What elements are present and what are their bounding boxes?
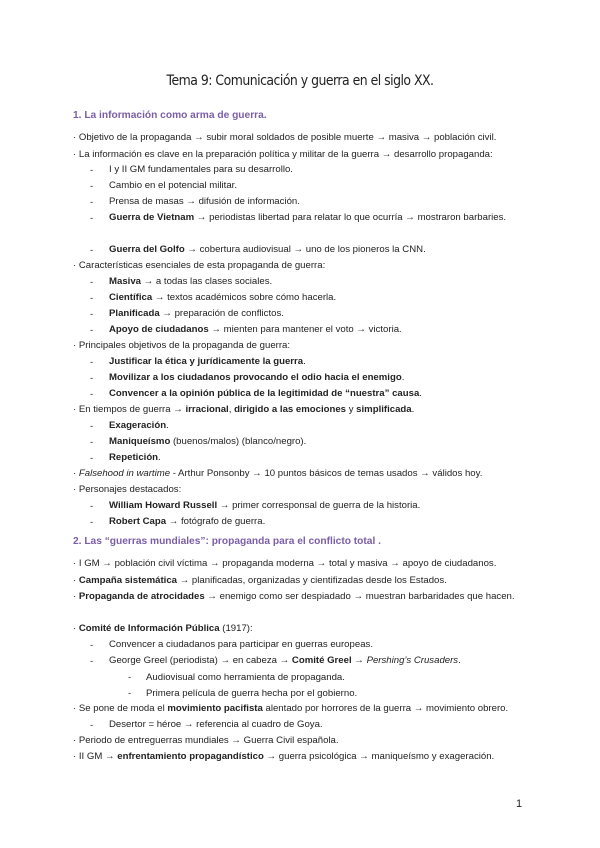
s2-line-5 [73,703,528,715]
text: (1917): [219,623,253,634]
bold-text: Científica [109,292,153,303]
s1-bullet-1: I y II GM fundamentales para su desarrollo. [109,164,293,175]
bold-text: Guerra de Vietnam [109,212,195,223]
s1-trait-2 [109,434,528,450]
text: . [401,372,405,383]
bold-text: Robert Capa [109,516,167,527]
bold-text: Justificar la ética y jurídicamente la guerra [109,356,304,367]
s1-line-7: · Personajes destacados: [73,484,182,495]
section-1-heading: 1. La información como arma de guerra. [73,110,267,121]
s2-line-2 [73,575,528,587]
bold-text: irracional [185,404,229,415]
dash-bullet: - [90,357,94,368]
dash-bullet: - [90,165,94,176]
dash-bullet: - [90,325,94,336]
text: . [419,388,422,399]
s1-bullet-3: Prensa de masas → difusión de información. [109,196,300,207]
s1-objective-2 [109,370,528,386]
text: . [411,404,415,415]
bold-text: Masiva [109,276,141,287]
text: → textos académicos sobre cómo hacerla. [152,292,337,303]
s1-line-4: · Principales objetivos de la propaganda de guerra: [73,340,291,351]
s1-person-2 [109,514,528,530]
italic-text: Pershing’s Crusaders [366,655,459,666]
dash-bullet: - [90,309,94,320]
text: · [73,468,79,479]
dash-bullet: - [90,501,94,512]
text: → preparación de conflictos. [159,308,284,319]
dash-bullet: - [90,720,94,731]
bold-text: Maniqueísmo [109,436,171,447]
s2-line-7 [73,751,528,763]
section-2-heading: 2. Las “guerras mundiales”: propaganda para el conflicto total . [73,536,381,547]
bold-text: Convencer a la opinión pública de la legitimidad de “nuestra” causa [109,388,420,399]
text: · [73,575,79,586]
s2-line-6: · Periodo de entreguerras mundiales → Guerra Civil española. [73,735,339,746]
s1-trait-3 [109,450,528,466]
s2-bullet-2 [109,653,528,669]
dash-bullet: - [90,373,94,384]
dash-bullet: - [90,437,94,448]
dash-bullet: - [128,672,132,683]
bold-text: Exageración [109,420,167,431]
bold-text: Apoyo de ciudadanos [109,324,209,335]
bold-text: dirigido a las emociones [234,404,347,415]
text: → mienten para mantener el voto → victoria. [208,324,402,335]
dash-bullet: - [90,293,94,304]
bold-text: Comité Greel [291,655,352,666]
bold-text: Movilizar a los ciudadanos provocando el odio hacia el enemigo [109,372,402,383]
text: · [73,591,79,602]
bold-text: simplificada [356,404,412,415]
s1-line-5 [73,404,528,416]
s1-char-1 [109,274,528,290]
bold-text: Guerra del Golfo [109,244,185,255]
s1-objective-1 [109,354,528,370]
text: · [73,623,79,634]
bold-text: Propaganda de atrocidades [78,591,205,602]
page-title: Tema 9: Comunicación y guerra en el siglo XX. [166,73,434,89]
text: → fotógrafo de guerra. [166,516,266,527]
text: George Greel (periodista) → en cabeza → [109,655,292,666]
dash-bullet: - [90,245,94,256]
text: → periodistas libertad para relatar lo que ocurría → mostraron barbaries. [194,212,507,223]
dash-bullet: - [128,688,132,699]
s1-line-3: · Características esenciales de esta propaganda de guerra: [73,260,326,271]
s1-objective-3 [109,386,528,402]
bold-text: Planificada [109,308,160,319]
dash-bullet: - [90,277,94,288]
bold-text: Campaña sistemática [78,575,177,586]
bold-text: Comité de Información Pública [78,623,220,634]
dash-bullet: - [90,197,94,208]
dash-bullet: - [90,640,94,651]
s2-line-4 [73,623,528,635]
s1-line-1: · Objetivo de la propaganda → subir moral soldados de posible muerte → masiva → población civil. [73,132,497,143]
text: (buenos/malos) (blanco/negro). [170,436,307,447]
text: - Arthur Ponsonby → 10 puntos básicos de temas usados → válidos hoy. [170,468,483,479]
text: → enemigo como ser despiadado → muestran barbaridades que hacen. [204,591,515,602]
s1-bullet-2: Cambio en el potencial militar. [109,180,237,191]
dash-bullet: - [90,213,94,224]
s1-char-3 [109,306,528,322]
s1-bullet-5 [109,242,528,258]
text: y [346,404,357,415]
dash-bullet: - [90,181,94,192]
text: . [303,356,306,367]
s2-subbullet-1: Audiovisual como herramienta de propaganda. [146,672,345,683]
text: , [228,404,235,415]
text: alentado por horrores de la guerra → movimiento obrero. [262,703,509,714]
text: · II GM → [73,751,118,762]
s2-bullet-1: Convencer a ciudadanos para participar en guerras europeas. [109,639,373,650]
bold-text: William Howard Russell [109,500,218,511]
text: → a todas las clases sociales. [141,276,273,287]
text: . [166,420,169,431]
s2-subbullet-2: Primera película de guerra hecha por el gobierno. [146,688,358,699]
s1-person-1 [109,498,528,514]
s1-char-2 [109,290,528,306]
dash-bullet: - [90,389,94,400]
text: → cobertura audiovisual → uno de los pioneros la CNN. [184,244,426,255]
text: . [458,655,461,666]
s1-bullet-4 [109,210,528,226]
s1-line-2: · La información es clave en la preparación política y militar de la guerra → desarrollo propaganda: [73,149,493,160]
text: → [351,655,367,666]
bold-text: Repetición [109,452,159,463]
s1-char-4 [109,322,528,338]
dash-bullet: - [90,421,94,432]
s2-line-3 [73,591,528,603]
s1-line-6 [73,468,528,480]
s2-bullet-3: Desertor = héroe → referencia al cuadro de Goya. [109,719,323,730]
dash-bullet: - [90,453,94,464]
bold-text: movimiento pacifista [167,703,263,714]
bold-text: enfrentamiento propagandístico [117,751,264,762]
dash-bullet: - [90,656,94,667]
page-number: 1 [516,798,523,810]
text: . [158,452,161,463]
text: · Se pone de moda el [73,703,168,714]
text: → guerra psicológica → maniqueísmo y exageración. [263,751,495,762]
s2-line-1: · I GM → población civil víctima → propaganda moderna → total y masiva → apoyo de ciudadanos. [73,558,497,569]
text: → planificadas, organizadas y cientifizadas desde los Estados. [177,575,447,586]
s1-trait-1 [109,418,528,434]
text: → primer corresponsal de guerra de la historia. [217,500,421,511]
dash-bullet: - [90,517,94,528]
italic-text: Falsehood in wartime [78,468,171,479]
text: · En tiempos de guerra → [73,404,186,415]
